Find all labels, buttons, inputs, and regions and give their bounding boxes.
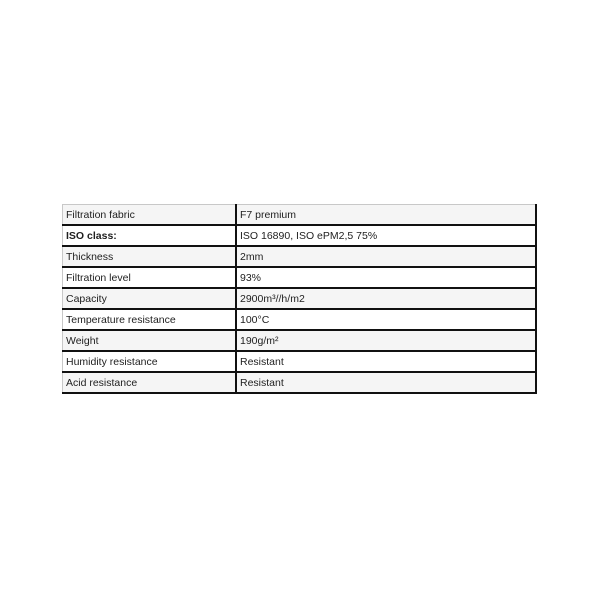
spec-label: Temperature resistance [63,309,237,330]
spec-value: 190g/m² [236,330,536,351]
table-row-acid-resistance [63,372,537,393]
spec-value: 2mm [236,246,536,267]
spec-value: ISO 16890, ISO ePM2,5 75% [236,225,536,246]
table-row-filtration-level [63,267,537,288]
table-row-capacity [63,288,537,309]
table-row-thickness [63,246,537,267]
spec-value: F7 premium [236,205,536,226]
spec-label: Acid resistance [63,372,237,393]
specification-table [62,204,537,394]
spec-value: 2900m³//h/m2 [236,288,536,309]
spec-label: Filtration fabric [63,205,237,226]
spec-label: Capacity [63,288,237,309]
spec-value: Resistant [236,351,536,372]
table-row-temperature-resistance [63,309,537,330]
table-row-iso-class [63,225,537,246]
spec-label: Humidity resistance [63,351,237,372]
spec-label: Weight [63,330,237,351]
table-row-humidity-resistance [63,351,537,372]
spec-label: ISO class: [63,225,237,246]
table-row-filtration-fabric [63,205,537,226]
spec-label: Thickness [63,246,237,267]
spec-value: Resistant [236,372,536,393]
table-row-weight [63,330,537,351]
spec-value: 93% [236,267,536,288]
spec-value: 100°C [236,309,536,330]
spec-label: Filtration level [63,267,237,288]
